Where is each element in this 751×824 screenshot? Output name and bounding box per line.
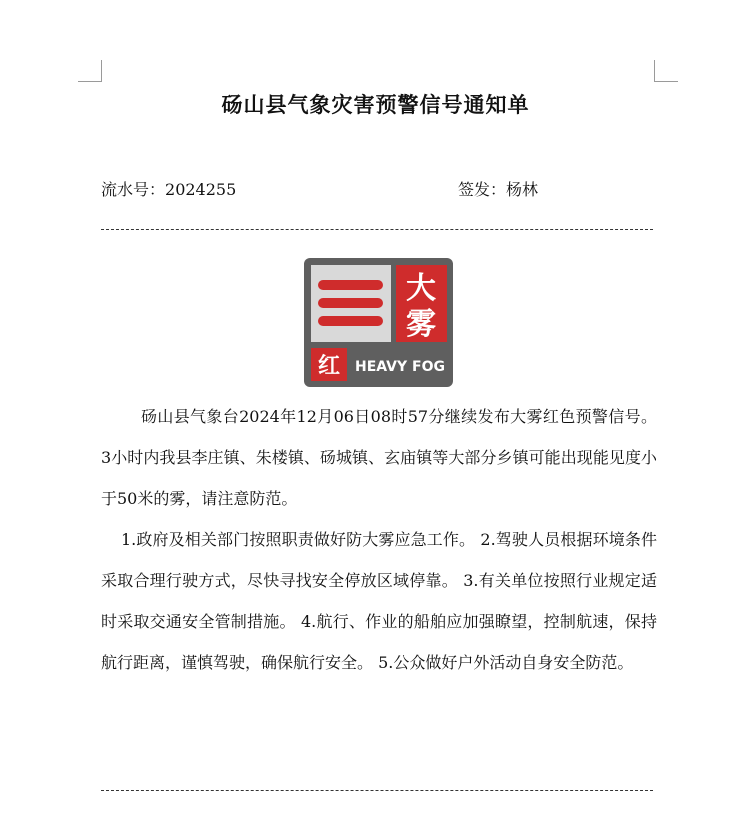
icon-level-char: 红	[317, 354, 341, 379]
crop-mark-top-left-horizontal	[78, 81, 101, 82]
serial-number: 2024255	[165, 180, 237, 199]
crop-mark-top-right-horizontal	[655, 81, 678, 82]
signer-line	[458, 177, 538, 200]
notice-paragraph-1: 砀山县气象台2024年12月06日08时57分继续发布大雾红色预警信号。3小时内我县李庄镇、朱楼镇、砀城镇、玄庙镇等大部分乡镇可能出现能见度小于50米的雾，请注意防范。	[101, 407, 657, 508]
fog-bar-icon	[318, 316, 383, 326]
heavy-fog-red-warning-icon	[304, 258, 453, 387]
notice-paragraph-2: 1.政府及相关部门按照职责做好防大雾应急工作。 2.驾驶人员根据环境条件采取合理行驶方式，尽快寻找安全停放区域停靠。 3.有关单位按照行业规定适时采取交通安全管制措施。 4.航行、作业的船舶应加强瞭望，控制航速，保持航行距离，谨慎驾驶，确保航行安全。 5.公众做好户外活动自身安全防范。	[101, 530, 657, 672]
icon-english-label: HEAVY FOG	[355, 359, 445, 375]
fog-bar-icon	[318, 298, 383, 308]
icon-char-wu: 雾	[406, 307, 436, 342]
notice-body	[101, 396, 657, 683]
icon-char-da: 大	[406, 271, 436, 306]
fog-bar-icon	[318, 280, 383, 290]
warning-icon-graphic	[304, 258, 453, 387]
divider-top	[101, 229, 653, 230]
serial-line	[101, 177, 236, 200]
signer-label: 签发：	[458, 180, 507, 199]
serial-label: 流水号：	[101, 180, 166, 199]
divider-bottom	[101, 790, 653, 791]
page-title: 砀山县气象灾害预警信号通知单	[221, 93, 530, 117]
crop-mark-top-right-vertical	[654, 60, 655, 82]
signer-name: 杨林	[506, 180, 539, 199]
crop-mark-top-left-vertical	[101, 60, 102, 82]
